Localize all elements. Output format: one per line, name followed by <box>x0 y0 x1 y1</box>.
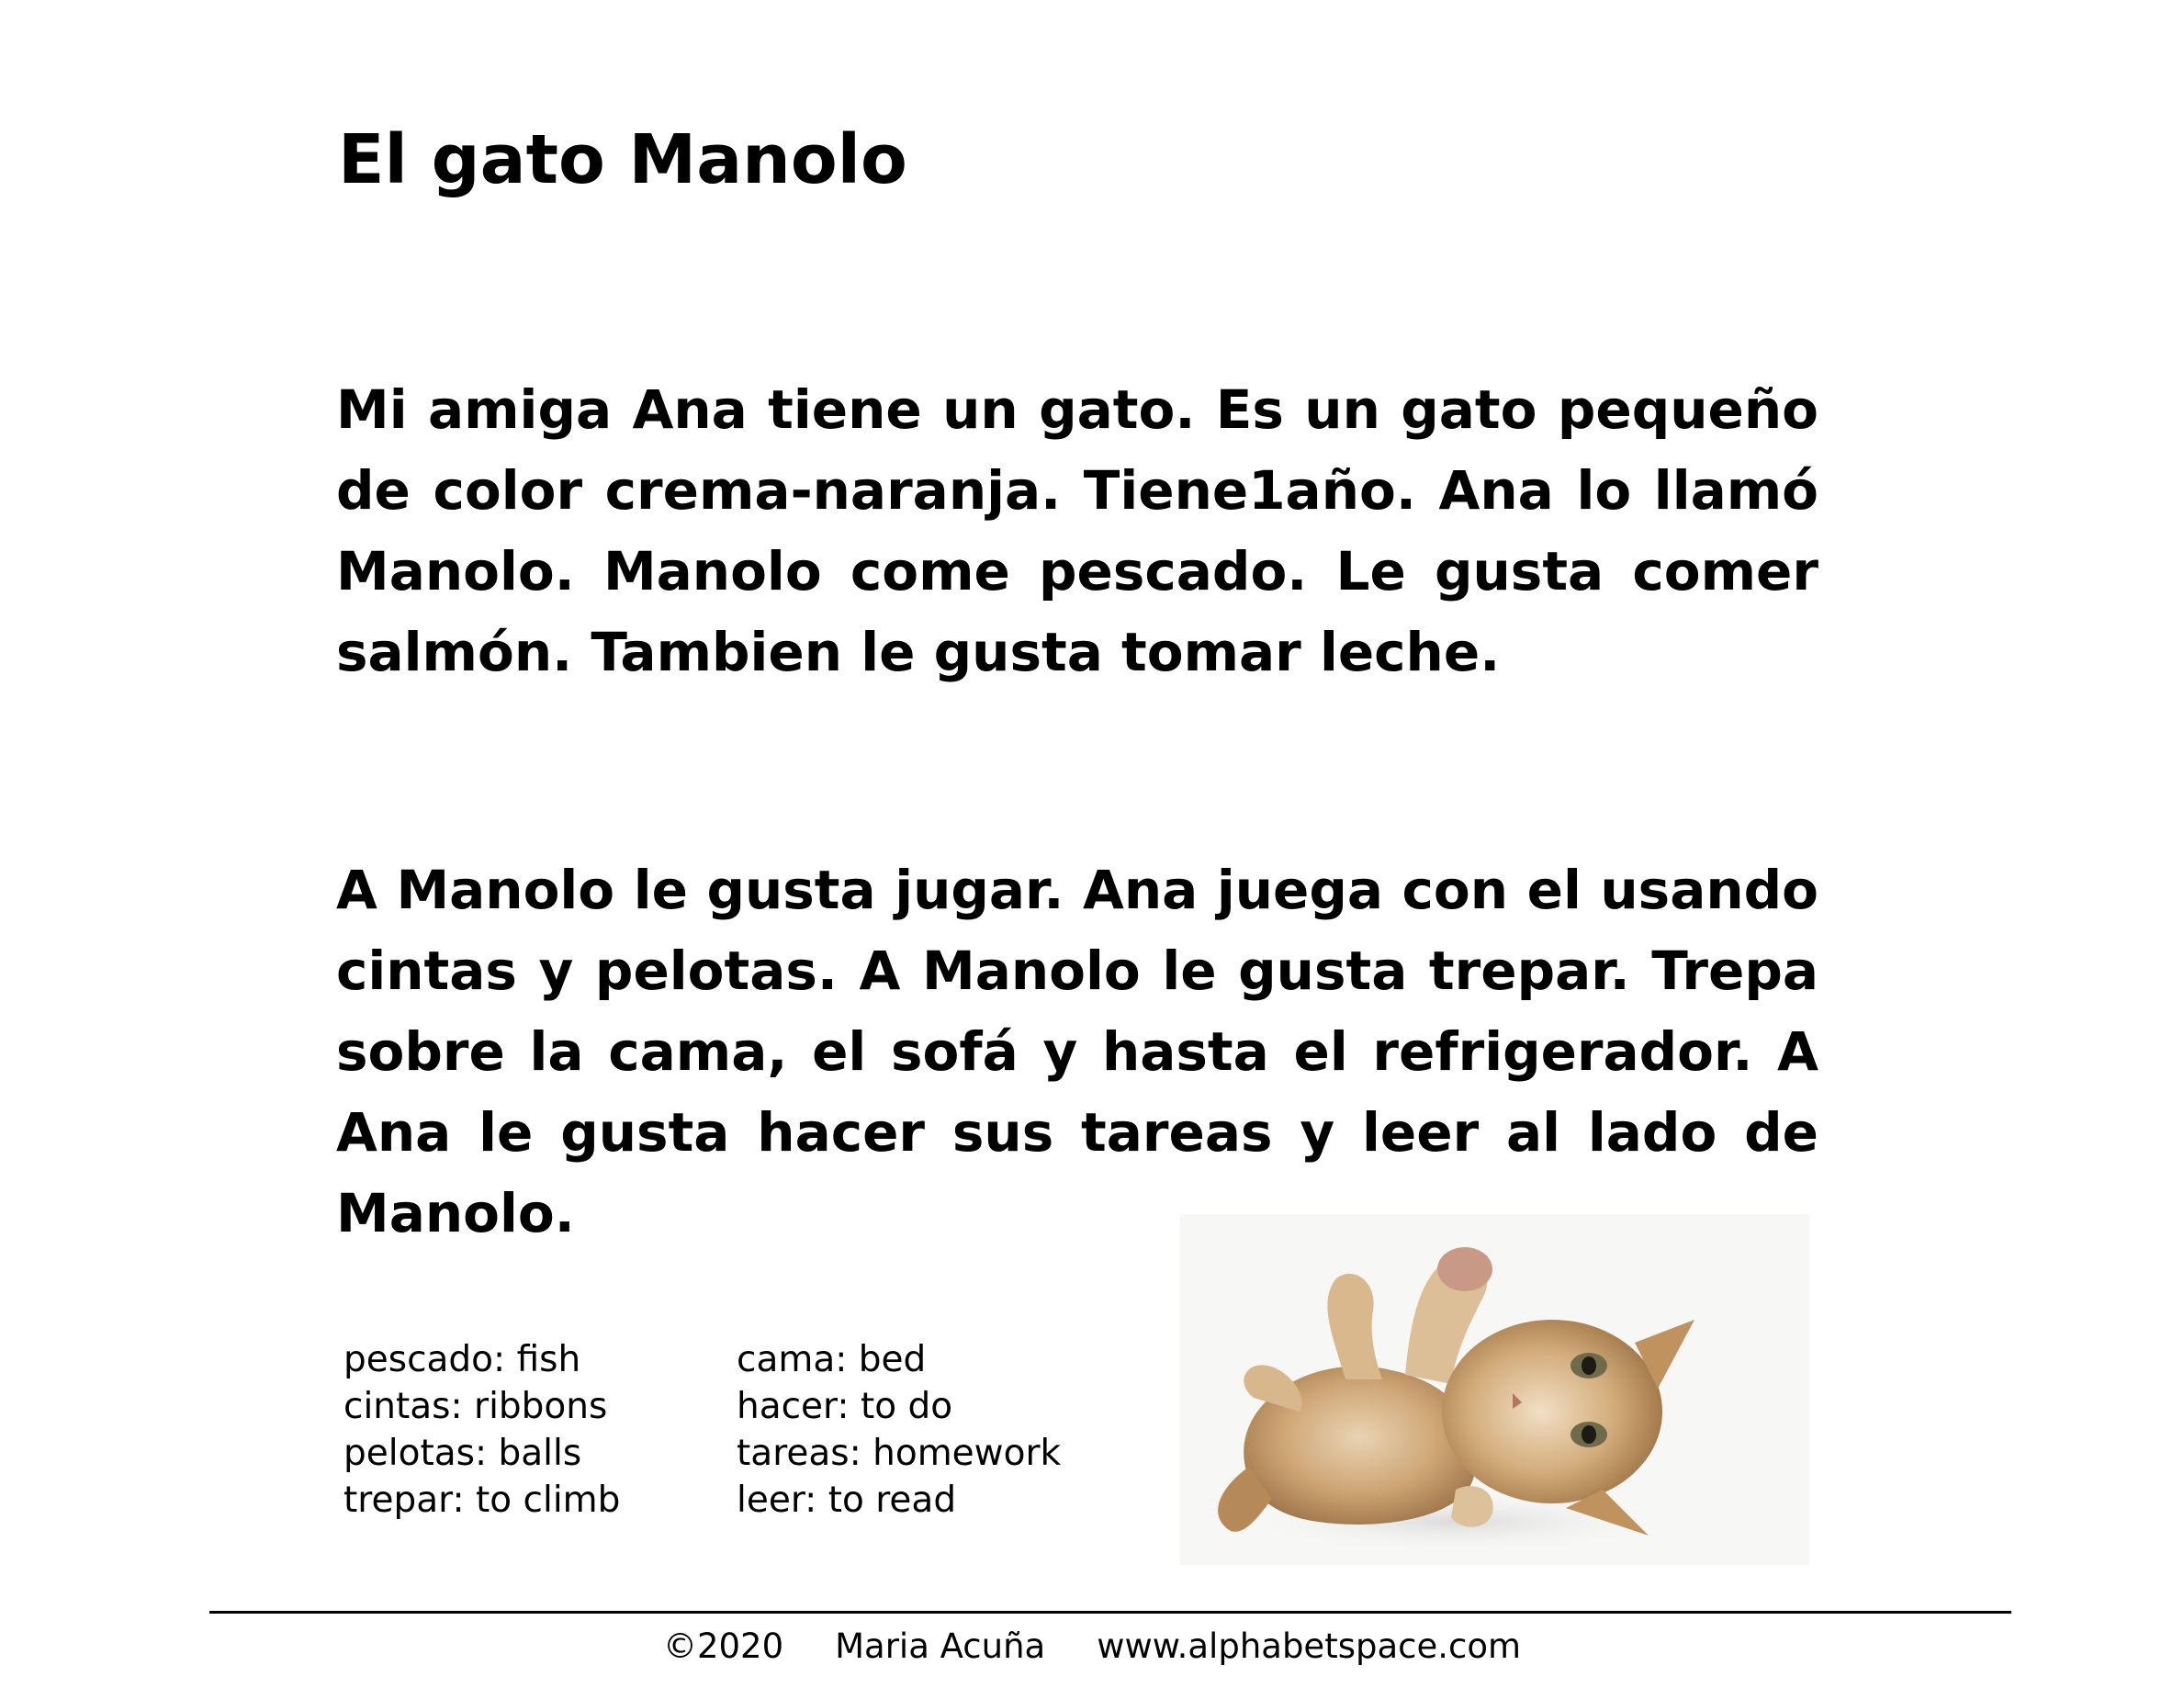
vocab-item: cintas: ribbons <box>343 1386 608 1427</box>
page-title: El gato Manolo <box>338 120 907 199</box>
footer-divider <box>209 1611 2011 1614</box>
footer-copyright: ©2020 <box>662 1626 784 1666</box>
vocab-item: cama: bed <box>737 1339 927 1380</box>
kitten-photo <box>1180 1214 1809 1565</box>
vocab-item: tareas: homework <box>737 1433 1062 1474</box>
vocab-item: leer: to read <box>737 1480 957 1521</box>
footer-author: Maria Acuña <box>835 1626 1046 1666</box>
vocab-item: hacer: to do <box>737 1386 953 1427</box>
footer <box>0 1624 2184 1670</box>
footer-website: www.alphabetspace.com <box>1097 1626 1522 1666</box>
vocab-item: trepar: to climb <box>343 1480 621 1521</box>
story-paragraph-2: A Manolo le gusta jugar. Ana juega con el usando cintas y pelotas. A Manolo le gusta trepar. Trepa sobre la cama, el sofá y hasta el refrigerador. A Ana le gusta hacer sus tareas y leer al lado de Manolo. <box>336 859 1818 1244</box>
vocabulary-list-left <box>343 1336 620 1524</box>
vocabulary-list-right <box>737 1336 1061 1524</box>
vocab-item: pelotas: balls <box>343 1433 582 1474</box>
vocab-item: pescado: fish <box>343 1339 581 1380</box>
story-paragraph-1: Mi amiga Ana tiene un gato. Es un gato pequeño de color crema-naranja. Tiene1año. Ana lo llamó Manolo. Manolo come pescado. Le gusta comer salmón. Tambien le gusta tomar leche. <box>336 378 1818 683</box>
